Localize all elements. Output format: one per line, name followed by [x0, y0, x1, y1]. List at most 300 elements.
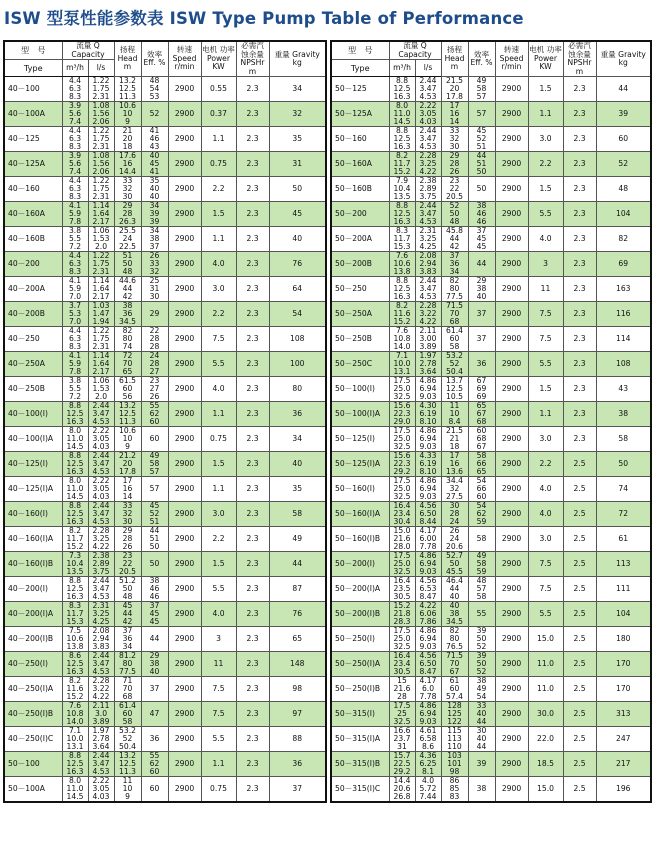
cell-power: 4.0	[201, 602, 236, 627]
cell-head: 37 36 34	[441, 252, 468, 277]
header-unit-m3h: m³/h	[62, 60, 88, 77]
cell-power: 1.5	[528, 177, 563, 202]
table-row	[4, 302, 326, 327]
cell-power: 15.0	[528, 777, 563, 803]
cell-npsh: 2.5	[563, 577, 596, 602]
cell-flow-ls: 2.28 3.25 4.22	[415, 152, 441, 177]
cell-head: 13.2 12.5 11.3	[114, 752, 141, 777]
cell-weight: 97	[269, 702, 326, 727]
cell-type: 40－250B	[4, 377, 62, 402]
cell-weight: 34	[269, 427, 326, 452]
cell-flow-m3h: 3.9 5.6 7.4	[62, 102, 88, 127]
cell-head: 29 28 26	[441, 152, 468, 177]
cell-npsh: 2.3	[236, 227, 269, 252]
cell-type: 50－125(I)	[331, 427, 389, 452]
table-row	[331, 327, 651, 352]
cell-type: 40－160(I)A	[4, 527, 62, 552]
cell-speed: 2900	[168, 627, 201, 652]
cell-power: 5.5	[528, 352, 563, 377]
cell-npsh: 2.3	[236, 752, 269, 777]
cell-head: 11 10 8.4	[441, 402, 468, 427]
table-row	[331, 702, 651, 727]
cell-power: 4.0	[528, 502, 563, 527]
cell-power: 3	[528, 252, 563, 277]
header-npsh: 必需汽 蚀余量 NPSHr m	[563, 41, 596, 77]
cell-power: 7.5	[201, 327, 236, 352]
cell-npsh: 2.5	[563, 502, 596, 527]
cell-flow-m3h: 17.5 25.0 32.5	[389, 427, 415, 452]
cell-head: 61.4 60 58	[114, 702, 141, 727]
cell-type: 50－160A	[331, 152, 389, 177]
cell-eff: 38 49 54	[468, 677, 495, 702]
table-row	[4, 552, 326, 577]
cell-npsh: 2.3	[563, 377, 596, 402]
cell-npsh: 2.3	[236, 552, 269, 577]
cell-flow-ls: 1.97 2.78 3.64	[415, 352, 441, 377]
cell-eff: 35 40 40	[141, 177, 168, 202]
cell-flow-m3h: 17.5 25.0 32.5	[389, 627, 415, 652]
cell-head: 21.5 20 17.8	[441, 77, 468, 102]
cell-head: 13.2 12.5 11.3	[114, 77, 141, 102]
table-row	[331, 452, 651, 477]
cell-type: 50－250B	[331, 327, 389, 352]
cell-speed: 2900	[168, 477, 201, 502]
table-row	[331, 377, 651, 402]
cell-head: 71.5 70 68	[441, 302, 468, 327]
cell-npsh: 2.3	[236, 702, 269, 727]
table-row	[331, 402, 651, 427]
cell-power: 0.75	[201, 152, 236, 177]
cell-flow-m3h: 7.5 10.6 13.8	[62, 627, 88, 652]
cell-flow-ls: 2.22 3.05 4.03	[415, 102, 441, 127]
cell-power: 3.0	[528, 127, 563, 152]
cell-flow-ls: 2.31 3.25 4.25	[415, 227, 441, 252]
cell-flow-ls: 4.86 6.94 9.03	[415, 627, 441, 652]
table-row	[331, 77, 651, 102]
cell-npsh: 2.3	[236, 352, 269, 377]
cell-flow-ls: 4.36 6.25 8.1	[415, 752, 441, 777]
cell-flow-ls: 1.14 1.64 2.17	[88, 202, 114, 227]
cell-npsh: 2.3	[236, 77, 269, 102]
cell-type: 40－100(I)A	[4, 427, 62, 452]
cell-speed: 2900	[168, 277, 201, 302]
cell-speed: 2900	[495, 402, 528, 427]
header-head: 扬程 Head m	[441, 41, 468, 77]
cell-type: 40－200(I)	[4, 577, 62, 602]
cell-speed: 2900	[168, 302, 201, 327]
cell-speed: 2900	[168, 502, 201, 527]
cell-npsh: 2.3	[236, 402, 269, 427]
cell-head: 61.4 60 58	[441, 327, 468, 352]
cell-type: 40－125(I)A	[4, 477, 62, 502]
cell-eff: 36	[141, 727, 168, 752]
cell-flow-ls: 1.22 1.75 2.31	[88, 127, 114, 152]
cell-npsh: 2.3	[236, 602, 269, 627]
cell-flow-ls: 2.28 3.22 4.22	[415, 302, 441, 327]
cell-speed: 2900	[168, 352, 201, 377]
cell-npsh: 2.3	[236, 427, 269, 452]
header-unit-ls: l/s	[88, 60, 114, 77]
cell-flow-m3h: 4.4 6.3 8.3	[62, 252, 88, 277]
cell-eff: 57	[141, 477, 168, 502]
cell-head: 29 28 26	[114, 527, 141, 552]
table-row	[4, 627, 326, 652]
cell-flow-m3h: 4.4 6.3 8.3	[62, 77, 88, 102]
cell-type: 50－100(I)	[331, 377, 389, 402]
cell-eff: 60	[141, 777, 168, 803]
cell-weight: 87	[269, 577, 326, 602]
cell-weight: 104	[596, 602, 651, 627]
cell-type: 40－250(I)A	[4, 677, 62, 702]
cell-flow-ls: 2.22 3.05 4.03	[88, 427, 114, 452]
cell-weight: 35	[269, 127, 326, 152]
cell-flow-m3h: 3.8 5.5 7.2	[62, 377, 88, 402]
table-row	[331, 202, 651, 227]
cell-flow-m3h: 7.6 10.8 14.0	[62, 702, 88, 727]
cell-flow-ls: 2.28 3.22 4.22	[88, 677, 114, 702]
cell-weight: 44	[269, 552, 326, 577]
cell-power: 2.2	[528, 452, 563, 477]
cell-weight: 36	[269, 402, 326, 427]
cell-flow-m3h: 8.8 12.5 16.3	[62, 502, 88, 527]
cell-power: 0.55	[201, 77, 236, 102]
cell-head: 30 28 24	[441, 502, 468, 527]
cell-type: 40－200B	[4, 302, 62, 327]
cell-eff: 39 50 52	[468, 652, 495, 677]
cell-type: 40－100A	[4, 102, 62, 127]
table-row	[331, 227, 651, 252]
cell-npsh: 2.3	[236, 727, 269, 752]
cell-type: 50－200(I)B	[331, 602, 389, 627]
cell-npsh: 2.3	[236, 777, 269, 803]
cell-speed: 2900	[168, 77, 201, 102]
cell-weight: 108	[269, 327, 326, 352]
cell-speed: 2900	[495, 677, 528, 702]
cell-flow-ls: 4.86 6.94 9.03	[415, 427, 441, 452]
table-row	[331, 477, 651, 502]
cell-head: 17 16 14	[114, 477, 141, 502]
cell-eff: 25 31 30	[141, 277, 168, 302]
cell-flow-ls: 2.44 3.47 4.53	[88, 402, 114, 427]
cell-weight: 170	[596, 677, 651, 702]
cell-type: 50－200A	[331, 227, 389, 252]
cell-power: 1.5	[201, 552, 236, 577]
cell-power: 7.5	[528, 577, 563, 602]
cell-flow-ls: 1.22 1.75 2.31	[88, 252, 114, 277]
cell-type: 40－160A	[4, 202, 62, 227]
table-row	[331, 177, 651, 202]
cell-head: 71 70 68	[114, 677, 141, 702]
cell-flow-ls: 2.44 3.47 4.53	[88, 502, 114, 527]
cell-power: 7.5	[528, 552, 563, 577]
cell-type: 50－315(I)	[331, 702, 389, 727]
cell-power: 3	[201, 627, 236, 652]
cell-eff: 44 51 50	[468, 152, 495, 177]
cell-speed: 2900	[495, 202, 528, 227]
cell-type: 40－200A	[4, 277, 62, 302]
cell-flow-ls: 4.61 6.58 8.6	[415, 727, 441, 752]
cell-flow-ls: 1.03 1.47 1.94	[88, 302, 114, 327]
cell-speed: 2900	[168, 577, 201, 602]
cell-type: 50－250C	[331, 352, 389, 377]
cell-weight: 50	[596, 452, 651, 477]
cell-eff: 54 66 60	[468, 477, 495, 502]
cell-power: 5.5	[528, 202, 563, 227]
cell-type: 40－125A	[4, 152, 62, 177]
cell-npsh: 2.3	[563, 277, 596, 302]
cell-flow-m3h: 3.9 5.6 7.4	[62, 152, 88, 177]
header-eff: 效率 Eff. %	[141, 41, 168, 77]
table-row	[331, 502, 651, 527]
cell-flow-m3h: 15.0 21.6 28.0	[389, 527, 415, 552]
cell-npsh: 2.3	[236, 102, 269, 127]
cell-flow-m3h: 15.6 22.3 29.0	[389, 402, 415, 427]
table-row	[4, 752, 326, 777]
cell-flow-ls: 2.44 3.47 4.53	[415, 202, 441, 227]
cell-speed: 2900	[495, 152, 528, 177]
cell-type: 40－160B	[4, 227, 62, 252]
cell-flow-m3h: 8.8 12.5 16.3	[62, 577, 88, 602]
cell-npsh: 2.3	[563, 202, 596, 227]
table-body-left	[4, 77, 326, 803]
cell-speed: 2900	[495, 177, 528, 202]
cell-eff: 29 38 40	[141, 652, 168, 677]
cell-type: 40－200(I)B	[4, 627, 62, 652]
cell-flow-m3h: 8.8 12.5 16.3	[62, 752, 88, 777]
cell-head: 82 80 76.5	[441, 627, 468, 652]
cell-head: 17 16 13.6	[441, 452, 468, 477]
cell-type: 50－315(I)C	[331, 777, 389, 803]
cell-head: 82 80 74	[114, 327, 141, 352]
cell-weight: 61	[596, 527, 651, 552]
cell-flow-m3h: 8.8 12.5 16.3	[389, 127, 415, 152]
cell-type: 40－100(I)	[4, 402, 62, 427]
header-power: 电机 功率 Power KW	[528, 41, 563, 77]
cell-head: 52 50 48	[441, 202, 468, 227]
cell-type: 50－100A	[4, 777, 62, 803]
cell-flow-ls: 2.28 3.25 4.22	[88, 527, 114, 552]
cell-flow-m3h: 8.8 12.5 16.3	[389, 77, 415, 102]
cell-npsh: 2.3	[563, 127, 596, 152]
cell-power: 1.1	[528, 402, 563, 427]
cell-head: 23 22 20.5	[114, 552, 141, 577]
cell-speed: 2900	[495, 127, 528, 152]
cell-flow-ls: 1.22 1.75 2.31	[88, 327, 114, 352]
cell-flow-ls: 2.44 3.47 4.53	[88, 577, 114, 602]
cell-head: 51.2 50 48	[114, 577, 141, 602]
cell-eff: 39	[468, 752, 495, 777]
cell-flow-m3h: 8.3 11.7 15.3	[62, 602, 88, 627]
cell-flow-ls: 4.0 5.72 7.44	[415, 777, 441, 803]
cell-npsh: 2.3	[236, 252, 269, 277]
cell-weight: 58	[596, 427, 651, 452]
cell-type: 50－315(I)A	[331, 727, 389, 752]
cell-type: 50－160(I)	[331, 477, 389, 502]
cell-power: 1.1	[201, 477, 236, 502]
table-row	[331, 352, 651, 377]
cell-weight: 111	[596, 577, 651, 602]
cell-eff: 55 62 60	[141, 752, 168, 777]
cell-speed: 2900	[168, 102, 201, 127]
cell-weight: 88	[269, 727, 326, 752]
cell-flow-ls: 1.06 1.53 2.0	[88, 377, 114, 402]
cell-flow-ls: 4.56 6.50 8.47	[415, 652, 441, 677]
cell-power: 11.0	[528, 652, 563, 677]
cell-npsh: 2.3	[563, 152, 596, 177]
cell-type: 40－250(I)	[4, 652, 62, 677]
cell-flow-m3h: 17.5 25.0 32.5	[389, 377, 415, 402]
table-row	[4, 427, 326, 452]
cell-weight: 217	[596, 752, 651, 777]
cell-weight: 52	[596, 152, 651, 177]
cell-eff: 58	[468, 527, 495, 552]
cell-power: 11	[201, 652, 236, 677]
cell-eff: 38 46 46	[141, 577, 168, 602]
cell-flow-ls: 2.44 3.47 4.53	[88, 752, 114, 777]
cell-flow-m3h: 8.2 11.6 15.2	[389, 302, 415, 327]
cell-flow-m3h: 8.8 12.5 16.3	[389, 202, 415, 227]
table-row	[4, 402, 326, 427]
cell-flow-m3h: 15.7 22.5 29.2	[389, 752, 415, 777]
cell-eff: 37 45 45	[468, 227, 495, 252]
cell-npsh: 2.3	[236, 677, 269, 702]
cell-flow-ls: 4.17 6.00 7.78	[415, 527, 441, 552]
cell-flow-m3h: 15.2 21.8 28.3	[389, 602, 415, 627]
cell-speed: 2900	[168, 727, 201, 752]
cell-npsh: 2.5	[563, 477, 596, 502]
cell-npsh: 2.5	[563, 777, 596, 803]
cell-flow-m3h: 8.0 11.0 14.5	[62, 777, 88, 803]
cell-flow-m3h: 16.4 23.4 30.5	[389, 652, 415, 677]
header-flow: 流量 Q Capacity	[389, 41, 441, 60]
cell-head: 17 16 14	[441, 102, 468, 127]
cell-eff: 36	[468, 352, 495, 377]
cell-head: 81.2 80 77.5	[114, 652, 141, 677]
cell-npsh: 2.3	[563, 352, 596, 377]
cell-speed: 2900	[495, 702, 528, 727]
cell-type: 50－250	[331, 277, 389, 302]
cell-head: 71.5 70 67	[441, 652, 468, 677]
cell-power: 5.5	[528, 602, 563, 627]
cell-flow-ls: 2.44 3.47 4.53	[88, 452, 114, 477]
table-row	[331, 727, 651, 752]
cell-head: 38 36 34.5	[114, 302, 141, 327]
cell-npsh: 2.5	[563, 602, 596, 627]
cell-eff: 44	[141, 627, 168, 652]
cell-flow-m3h: 17.5 25.0 32.5	[389, 477, 415, 502]
cell-npsh: 2.3	[563, 227, 596, 252]
cell-flow-ls: 1.14 1.64 2.17	[88, 352, 114, 377]
cell-eff: 49 58 57	[468, 77, 495, 102]
header-type-en: Type	[331, 60, 389, 77]
cell-speed: 2900	[495, 452, 528, 477]
cell-flow-ls: 2.44 3.47 4.53	[415, 77, 441, 102]
cell-weight: 35	[269, 477, 326, 502]
cell-eff: 50	[141, 552, 168, 577]
table-row	[4, 277, 326, 302]
cell-head: 86 85 83	[441, 777, 468, 803]
cell-head: 45 44 42	[114, 602, 141, 627]
cell-power: 2.2	[201, 527, 236, 552]
cell-power: 7.5	[201, 677, 236, 702]
cell-flow-m3h: 8.8 12.5 16.3	[62, 402, 88, 427]
cell-flow-m3h: 7.1 10.0 13.1	[62, 727, 88, 752]
cell-eff: 37	[468, 327, 495, 352]
table-row	[4, 377, 326, 402]
cell-npsh: 2.3	[563, 102, 596, 127]
cell-flow-m3h: 7.1 10.0 13.1	[389, 352, 415, 377]
table-row	[4, 252, 326, 277]
cell-weight: 40	[269, 227, 326, 252]
cell-speed: 2900	[495, 777, 528, 803]
cell-npsh: 2.3	[563, 252, 596, 277]
cell-flow-ls: 2.44 3.47 4.53	[415, 277, 441, 302]
cell-eff: 52	[141, 102, 168, 127]
cell-eff: 55	[468, 602, 495, 627]
cell-weight: 39	[596, 102, 651, 127]
cell-flow-m3h: 4.1 5.9 7.8	[62, 202, 88, 227]
cell-head: 53.2 52 50.4	[441, 352, 468, 377]
cell-speed: 2900	[168, 777, 201, 803]
cell-speed: 2900	[168, 202, 201, 227]
cell-eff: 29	[141, 302, 168, 327]
cell-power: 7.5	[528, 302, 563, 327]
cell-power: 0.37	[201, 102, 236, 127]
cell-weight: 38	[596, 402, 651, 427]
cell-weight: 44	[596, 77, 651, 102]
cell-npsh: 2.3	[563, 177, 596, 202]
cell-npsh: 2.5	[563, 727, 596, 752]
cell-flow-m3h: 8.2 11.7 15.2	[389, 152, 415, 177]
cell-speed: 2900	[168, 252, 201, 277]
cell-weight: 98	[269, 677, 326, 702]
cell-weight: 43	[596, 377, 651, 402]
cell-flow-m3h: 8.8 12.5 16.3	[389, 277, 415, 302]
cell-flow-ls: 2.11 3.00 3.89	[415, 327, 441, 352]
cell-eff: 48 57 58	[468, 577, 495, 602]
table-row	[331, 302, 651, 327]
cell-speed: 2900	[168, 152, 201, 177]
header-speed: 转速 Speed r/min	[495, 41, 528, 77]
table-row	[331, 602, 651, 627]
table-row	[4, 352, 326, 377]
cell-head: 61.5 60 56	[114, 377, 141, 402]
cell-head: 17.6 16 14.4	[114, 152, 141, 177]
cell-type: 50－125A	[331, 102, 389, 127]
cell-flow-m3h: 16.4 23.5 30.5	[389, 577, 415, 602]
cell-power: 1.1	[201, 127, 236, 152]
cell-speed: 2900	[168, 602, 201, 627]
cell-head: 53.2 52 50.4	[114, 727, 141, 752]
table-row	[331, 577, 651, 602]
cell-speed: 2900	[168, 427, 201, 452]
cell-flow-m3h: 8.8 12.5 16.3	[62, 452, 88, 477]
cell-head: 37 36 34	[114, 627, 141, 652]
cell-power: 2.2	[528, 152, 563, 177]
cell-flow-ls: 1.08 1.56 2.06	[88, 152, 114, 177]
cell-flow-m3h: 4.1 5.9 7.8	[62, 352, 88, 377]
cell-power: 1.5	[528, 377, 563, 402]
cell-head: 33 32 30	[114, 502, 141, 527]
table-row	[331, 527, 651, 552]
cell-type: 40－125	[4, 127, 62, 152]
cell-flow-ls: 2.44 3.47 4.53	[88, 652, 114, 677]
cell-npsh: 2.3	[563, 427, 596, 452]
cell-head: 103 101 98	[441, 752, 468, 777]
table-row	[4, 527, 326, 552]
cell-head: 128 125 122	[441, 702, 468, 727]
cell-power: 5.5	[201, 727, 236, 752]
